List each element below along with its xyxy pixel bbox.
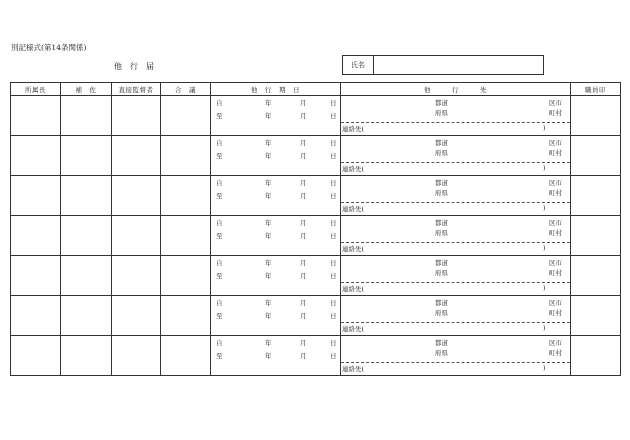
period-to-line [211,271,340,281]
day-label: 日 [330,339,337,347]
supervisor-seal-cell[interactable] [112,256,161,296]
year-label: 年 [265,232,272,240]
period-from-line [211,218,340,228]
to-label: 至 [216,312,223,320]
month-label: 月 [300,339,307,347]
fu-prefecture-label: 府県 [435,309,448,317]
header-assistant: 補 佐 [61,83,112,96]
month-label: 月 [300,179,307,187]
period-to-line [211,151,340,161]
from-label: 自 [216,139,223,147]
ku-shi-label: 区市 [549,99,562,107]
year-label: 年 [265,99,272,107]
header-direct-supervisor: 直接監督者 [112,83,161,96]
contact-line [341,163,570,174]
contact-line [341,363,570,374]
contact-open-label: 連絡先( [342,165,365,173]
staff-seal-cell[interactable] [571,296,621,336]
period-to-line [211,231,340,241]
table-row [11,256,621,296]
destination-cell[interactable] [341,296,571,336]
contact-line [341,243,570,254]
month-label: 月 [300,272,307,280]
fu-prefecture-label: 府県 [435,109,448,117]
table-row [11,136,621,176]
month-label: 月 [300,259,307,267]
cho-son-label: 町村 [549,269,562,277]
day-label: 日 [330,352,337,360]
year-label: 年 [265,112,272,120]
manager-seal-cell[interactable] [11,256,61,296]
leave-table [10,82,621,376]
destination-address [341,216,570,243]
supervisor-seal-cell[interactable] [112,136,161,176]
day-label: 日 [330,232,337,240]
assistant-seal-cell[interactable] [61,336,112,376]
period-cell[interactable] [211,296,341,336]
consultation-seal-cell[interactable] [161,176,211,216]
staff-seal-cell[interactable] [571,96,621,136]
day-label: 日 [330,139,337,147]
consultation-seal-cell[interactable] [161,296,211,336]
manager-seal-cell[interactable] [11,216,61,256]
contact-line [341,283,570,294]
day-label: 日 [330,259,337,267]
cho-son-label: 町村 [549,229,562,237]
destination-address [341,336,570,363]
destination-cell[interactable] [341,136,571,176]
period-from-line [211,258,340,268]
cho-son-label: 町村 [549,309,562,317]
header-period: 他 行 期 日 [211,83,341,96]
to-prefecture-label: 都道 [435,259,448,267]
fu-prefecture-label: 府県 [435,349,448,357]
staff-seal-cell[interactable] [571,216,621,256]
to-prefecture-label: 都道 [435,219,448,227]
day-label: 日 [330,299,337,307]
year-label: 年 [265,219,272,227]
table-body [11,96,621,376]
ku-shi-label: 区市 [549,259,562,267]
contact-close-label: ) [543,364,546,372]
to-label: 至 [216,192,223,200]
destination-cell[interactable] [341,96,571,136]
to-label: 至 [216,232,223,240]
contact-line [341,323,570,334]
destination-cell[interactable] [341,336,571,376]
contact-close-label: ) [543,164,546,172]
year-label: 年 [265,192,272,200]
year-label: 年 [265,259,272,267]
period-from-line [211,138,340,148]
month-label: 月 [300,232,307,240]
staff-seal-cell[interactable] [571,136,621,176]
staff-seal-cell[interactable] [571,256,621,296]
contact-close-label: ) [543,204,546,212]
supervisor-seal-cell[interactable] [112,336,161,376]
fu-prefecture-label: 府県 [435,269,448,277]
header-staff-seal: 職員印 [571,83,621,96]
period-from-line [211,178,340,188]
from-label: 自 [216,179,223,187]
contact-line [341,203,570,214]
period-to-line [211,311,340,321]
fu-prefecture-label: 府県 [435,189,448,197]
name-box [342,55,544,75]
day-label: 日 [330,219,337,227]
ku-shi-label: 区市 [549,219,562,227]
to-prefecture-label: 都道 [435,339,448,347]
header-destination: 他 行 先 [341,83,571,96]
from-label: 自 [216,219,223,227]
month-label: 月 [300,352,307,360]
period-from-line [211,338,340,348]
destination-cell[interactable] [341,176,571,216]
table-row [11,216,621,256]
cho-son-label: 町村 [549,149,562,157]
assistant-seal-cell[interactable] [61,256,112,296]
table-row [11,96,621,136]
header-manager: 所属長 [11,83,61,96]
table-row [11,336,621,376]
month-label: 月 [300,312,307,320]
period-cell[interactable] [211,256,341,296]
staff-seal-cell[interactable] [571,176,621,216]
supervisor-seal-cell[interactable] [112,176,161,216]
manager-seal-cell[interactable] [11,336,61,376]
contact-open-label: 連絡先( [342,365,365,373]
assistant-seal-cell[interactable] [61,176,112,216]
contact-open-label: 連絡先( [342,325,365,333]
day-label: 日 [330,152,337,160]
destination-cell[interactable] [341,216,571,256]
to-prefecture-label: 都道 [435,139,448,147]
contact-open-label: 連絡先( [342,125,365,133]
year-label: 年 [265,139,272,147]
period-from-line [211,98,340,108]
month-label: 月 [300,152,307,160]
from-label: 自 [216,339,223,347]
consultation-seal-cell[interactable] [161,336,211,376]
month-label: 月 [300,99,307,107]
manager-seal-cell[interactable] [11,136,61,176]
period-to-line [211,191,340,201]
to-prefecture-label: 都道 [435,299,448,307]
contact-close-label: ) [543,124,546,132]
month-label: 月 [300,219,307,227]
ku-shi-label: 区市 [549,339,562,347]
table-header-row [11,83,621,96]
year-label: 年 [265,272,272,280]
table-row [11,296,621,336]
contact-close-label: ) [543,244,546,252]
manager-seal-cell[interactable] [11,296,61,336]
name-label: 氏名 [343,56,374,74]
period-cell[interactable] [211,176,341,216]
destination-address [341,176,570,203]
supervisor-seal-cell[interactable] [112,216,161,256]
to-label: 至 [216,272,223,280]
assistant-seal-cell[interactable] [61,136,112,176]
contact-open-label: 連絡先( [342,285,365,293]
period-cell[interactable] [211,136,341,176]
destination-address [341,296,570,323]
month-label: 月 [300,299,307,307]
period-cell[interactable] [211,336,341,376]
day-label: 日 [330,312,337,320]
day-label: 日 [330,272,337,280]
consultation-seal-cell[interactable] [161,136,211,176]
from-label: 自 [216,259,223,267]
day-label: 日 [330,99,337,107]
cho-son-label: 町村 [549,189,562,197]
year-label: 年 [265,152,272,160]
from-label: 自 [216,299,223,307]
fu-prefecture-label: 府県 [435,229,448,237]
fu-prefecture-label: 府県 [435,149,448,157]
assistant-seal-cell[interactable] [61,96,112,136]
month-label: 月 [300,112,307,120]
day-label: 日 [330,112,337,120]
to-prefecture-label: 都道 [435,179,448,187]
document-title: 他 行 届 [114,62,154,71]
year-label: 年 [265,352,272,360]
destination-address [341,136,570,163]
consultation-seal-cell[interactable] [161,216,211,256]
to-label: 至 [216,352,223,360]
destination-address [341,96,570,123]
header-consultation: 合 議 [161,83,211,96]
period-from-line [211,298,340,308]
from-label: 自 [216,99,223,107]
consultation-seal-cell[interactable] [161,256,211,296]
contact-line [341,123,570,134]
year-label: 年 [265,312,272,320]
year-label: 年 [265,299,272,307]
name-field[interactable] [374,56,543,74]
ku-shi-label: 区市 [549,179,562,187]
period-cell[interactable] [211,216,341,256]
staff-seal-cell[interactable] [571,336,621,376]
ku-shi-label: 区市 [549,299,562,307]
contact-close-label: ) [543,324,546,332]
contact-open-label: 連絡先( [342,245,365,253]
period-to-line [211,111,340,121]
manager-seal-cell[interactable] [11,176,61,216]
cho-son-label: 町村 [549,349,562,357]
month-label: 月 [300,192,307,200]
cho-son-label: 町村 [549,109,562,117]
assistant-seal-cell[interactable] [61,216,112,256]
to-label: 至 [216,112,223,120]
contact-open-label: 連絡先( [342,205,365,213]
day-label: 日 [330,179,337,187]
destination-address [341,256,570,283]
manager-seal-cell[interactable] [11,96,61,136]
supervisor-seal-cell[interactable] [112,96,161,136]
ku-shi-label: 区市 [549,139,562,147]
year-label: 年 [265,179,272,187]
year-label: 年 [265,339,272,347]
month-label: 月 [300,139,307,147]
period-cell[interactable] [211,96,341,136]
assistant-seal-cell[interactable] [61,296,112,336]
consultation-seal-cell[interactable] [161,96,211,136]
table-row [11,176,621,216]
contact-close-label: ) [543,284,546,292]
day-label: 日 [330,192,337,200]
period-to-line [211,351,340,361]
form-label: 別記様式(第14条関係) [11,43,87,52]
supervisor-seal-cell[interactable] [112,296,161,336]
destination-cell[interactable] [341,256,571,296]
to-label: 至 [216,152,223,160]
to-prefecture-label: 都道 [435,99,448,107]
